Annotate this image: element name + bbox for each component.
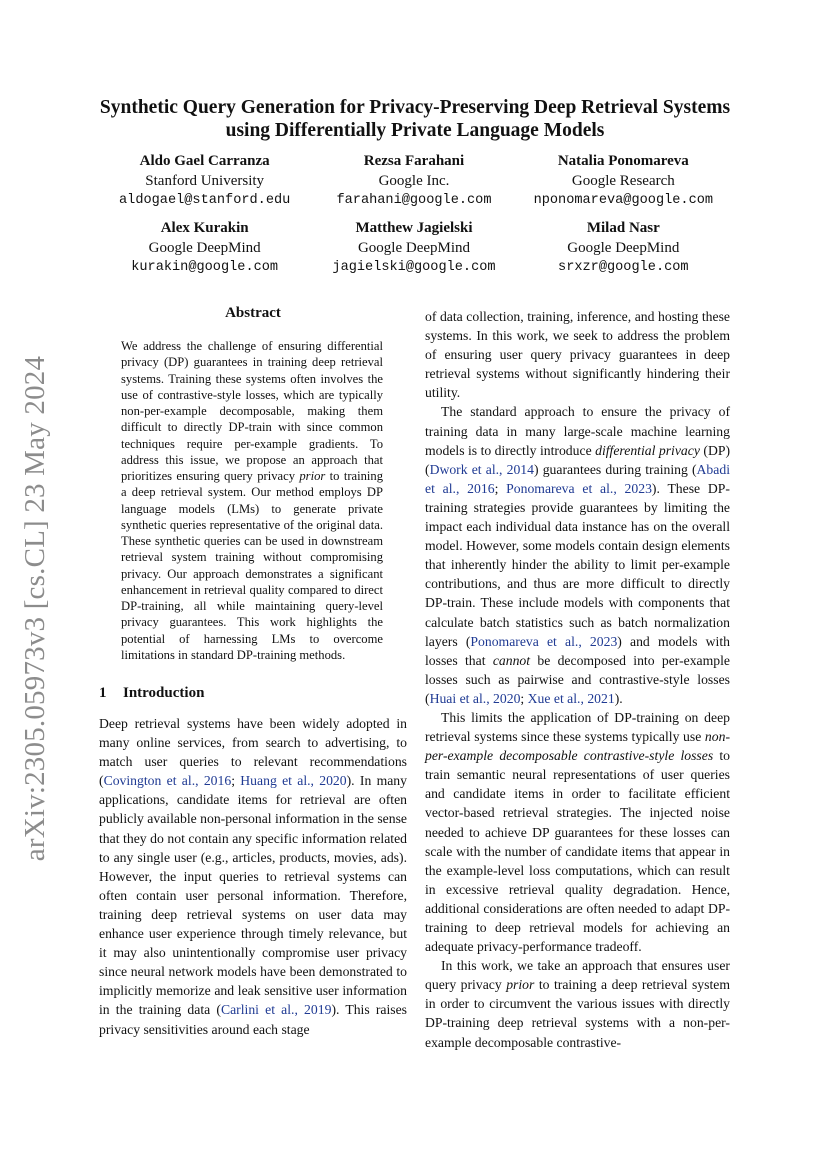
section-title: Introduction xyxy=(123,685,205,701)
text-run: to training a deep retrieval system in order to circumvent the various issues with directly DP-training deep retrieval systems with a non-per-example decomposable contrastive- xyxy=(425,977,730,1050)
author xyxy=(309,151,518,211)
body-paragraph xyxy=(425,402,730,708)
author xyxy=(519,151,728,211)
left-column xyxy=(99,305,407,1039)
author-email: farahani@google.com xyxy=(336,193,492,208)
citation-link[interactable]: Carlini et al., 2019 xyxy=(220,1002,332,1018)
text-run: ; xyxy=(231,773,241,789)
emphasis: cannot xyxy=(492,652,531,668)
text-run: The standard approach to ensure the privacy of training data in many large-scale machine learning models is to directly introduce xyxy=(425,404,730,458)
section-number: 1 xyxy=(99,685,107,701)
author-name: Rezsa Farahani xyxy=(363,153,465,169)
text-run: to train semantic neural representations of user queries and candidate items in order to facilitate efficient vector-based retrieval strategies. The injected noise needed to achieve DP guarantees for these losses can scale with the number of candidate items that appear in the example-level loss computations, which can result in excessive retrieval quality degradation. Hence, additional considerations are often needed to adapt DP-training to deep retrieval models for achieving an adequate privacy-performance tradeoff. xyxy=(425,748,730,955)
author-affiliation: Google Inc. xyxy=(378,173,450,189)
text-run: (DP) ( xyxy=(425,442,731,477)
section-heading xyxy=(99,685,407,702)
author-affiliation: Stanford University xyxy=(145,173,265,189)
citation-link[interactable]: Huang et al., 2020 xyxy=(240,773,347,789)
author-name: Natalia Ponomareva xyxy=(557,153,689,169)
text-run: ) and models with losses that xyxy=(425,633,730,668)
author-row xyxy=(100,218,728,278)
text-run: This limits the application of DP-training on deep retrieval systems since these systems typically use xyxy=(425,709,730,745)
emphasis: differential privacy xyxy=(595,442,700,458)
text-run: Deep retrieval systems have been widely adopted in many online services, from search to advertising, to match user queries to relevant recommendations ( xyxy=(99,716,407,789)
author-email: nponomareva@google.com xyxy=(533,193,714,208)
author xyxy=(100,151,309,211)
author-affiliation: Google DeepMind xyxy=(148,240,261,256)
text-run: ). xyxy=(614,690,623,706)
abstract-heading: Abstract xyxy=(225,305,281,321)
emphasis: non-per-example decomposable contrastive-style losses xyxy=(425,729,730,764)
text-run: ). In many applications, candidate items for retrieval are often publicly available non-personal information in the sense that they do not contain any specific information related to any single user (e.g., articles, products, movies, ads). However, the input queries to retrieval systems can often contain user personal information. Therefore, training deep retrieval systems on user data may enhance user experience through timely relevance, but it may also unintentionally compromise user privacy since neural network models have been demonstrated to implicitly memorize and leak sensitive user information in the training data ( xyxy=(99,773,407,1018)
author-affiliation: Google DeepMind xyxy=(357,240,471,256)
arxiv-watermark xyxy=(6,355,66,861)
text-run: ; xyxy=(520,690,528,706)
author xyxy=(519,218,728,278)
author-name: Aldo Gael Carranza xyxy=(139,153,270,169)
author-email: kurakin@google.com xyxy=(131,260,279,275)
paper-title: Synthetic Query Generation for Privacy-Preserving Deep Retrieval Systems using Differentially Private Language Models xyxy=(99,97,731,141)
author xyxy=(100,218,309,278)
text-run: We address the challenge of ensuring differential privacy (DP) guarantees in training deep retrieval systems. Training these systems often involves the use of contrastive-style losses, which are typically non-per-example decomposable, making them difficult to directly DP-train with since common techniques require per-example gradients. To address this issue, we propose an approach that prioritizes ensuring query privacy xyxy=(121,339,383,483)
text-run: ; xyxy=(494,480,507,496)
author-row xyxy=(100,151,728,211)
right-column xyxy=(425,307,730,1052)
body-paragraph xyxy=(425,708,730,956)
text-run: ). This raises privacy sensitivities around each stage xyxy=(99,1002,407,1037)
text-run: ) guarantees during training ( xyxy=(534,461,697,477)
arxiv-identifier: arXiv:2305.05973v3 [cs.CL] 23 May 2024 xyxy=(19,355,52,861)
author-name: Matthew Jagielski xyxy=(355,220,473,236)
author-name: Milad Nasr xyxy=(586,220,660,236)
citation-link[interactable]: Ponomareva et al., 2023 xyxy=(470,633,618,649)
body-paragraph xyxy=(425,956,730,1051)
author-block xyxy=(100,151,728,285)
text-run: to training a deep retrieval system. Our method employs DP language models (LMs) to generate private synthetic queries representative of the original data. These synthetic queries can be used in downstream retrieval system training without compromising privacy. Our approach demonstrates a significant enhancement in retrieval quality compared to direct DP-training, all while maintaining query-level privacy guarantees. This work highlights the potential of harnessing LMs to overcome limitations in standard DP-training methods. xyxy=(121,469,383,662)
citation-link[interactable]: Xue et al., 2021 xyxy=(527,690,615,706)
author-email: aldogael@stanford.edu xyxy=(119,193,291,208)
text-run: ). These DP-training strategies provide guarantees by limiting the impact each individual data instance has on the overall model. However, some models contain design elements that inherently hinder the ability to limit per-example contributions, and thus are more difficult to directly DP-train. These include models with components that calculate batch statistics such as batch normalization layers ( xyxy=(425,480,730,649)
abstract-text xyxy=(121,338,383,663)
emphasis: prior xyxy=(299,469,326,483)
citation-link[interactable]: Abadi et al., 2016 xyxy=(425,461,730,496)
body-paragraph: of data collection, training, inference, and hosting these systems. In this work, we seek to address the problem of ensuring user query privacy guarantees in deep retrieval systems without significantly hindering their utility. xyxy=(425,309,730,401)
emphasis: prior xyxy=(506,977,535,993)
author-name: Alex Kurakin xyxy=(160,220,249,236)
author-affiliation: Google DeepMind xyxy=(567,240,680,256)
citation-link[interactable]: Ponomareva et al., 2023 xyxy=(506,480,652,496)
text-run: In this work, we take an approach that ensures user query privacy xyxy=(425,958,730,993)
text-run: be decomposed into per-example losses such as pairwise and contrastive-style losses ( xyxy=(425,652,730,706)
author-email: jagielski@google.com xyxy=(332,260,496,275)
citation-link[interactable]: Dwork et al., 2014 xyxy=(429,461,534,477)
author-email: srxzr@google.com xyxy=(558,260,689,275)
intro-paragraph xyxy=(99,714,407,1039)
author-affiliation: Google Research xyxy=(571,173,675,189)
author xyxy=(309,218,518,278)
citation-link[interactable]: Covington et al., 2016 xyxy=(103,773,232,789)
citation-link[interactable]: Huai et al., 2020 xyxy=(429,690,521,706)
